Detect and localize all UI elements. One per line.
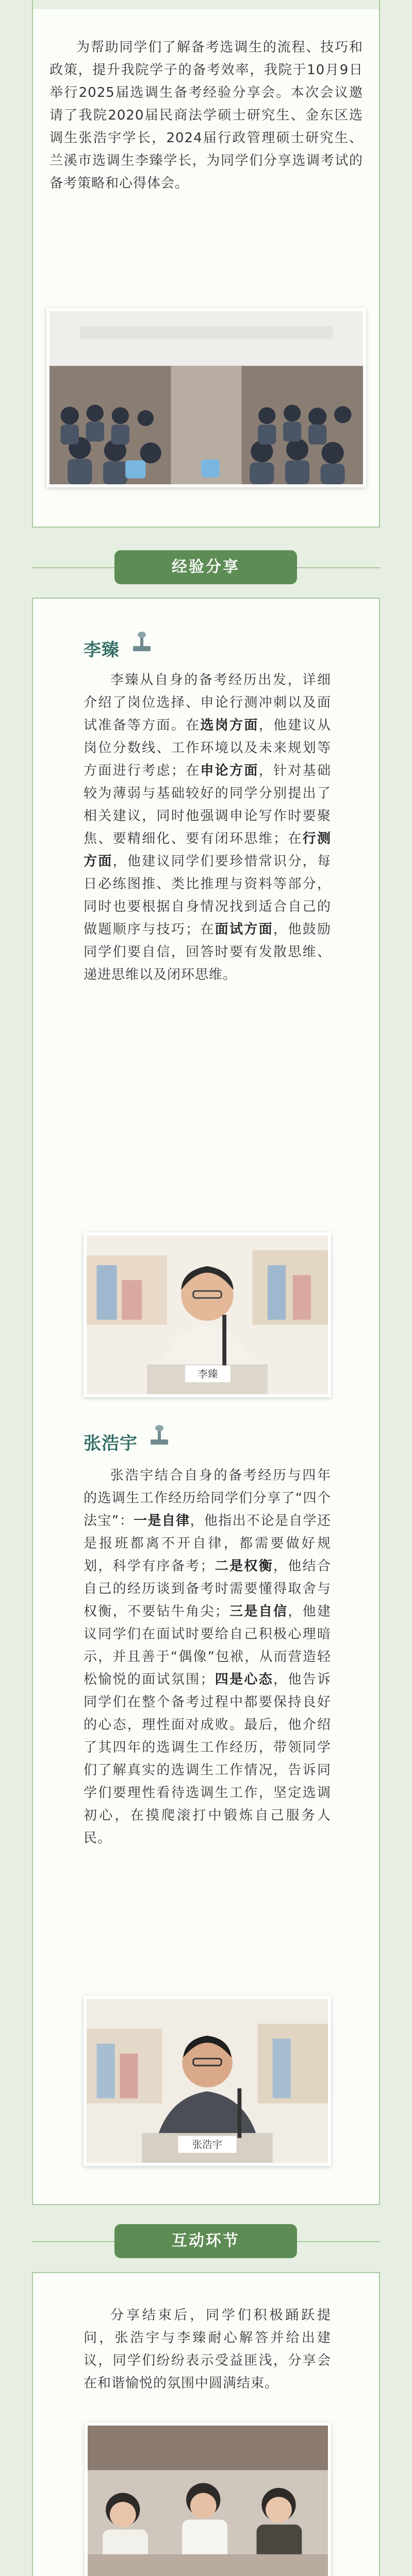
top-divider [32,0,380,9]
zhy-text-2: ，他指出不论是自学还是报班都离不开自律，都需要做好规划，科学有序备考； [84,1513,331,1574]
lizhen-text-3: ，针对基础较为薄弱与基础较好的同学分别提出了相关建议，同时他强调申论写作时要聚焦、要精细化、要有闭环思维；在 [84,763,331,846]
lizhen-bold-4: 面试方面 [215,922,274,937]
lizhen-text-5: ，他鼓励同学们要自信，回答时要有发散思维、递进思维以及闭环思维。 [84,922,331,982]
zhy-text-5: ，他告诉同学们在整个备考过程中都要保持良好的心态，理性面对成败。最后，他介绍了其四年的选调生工作经历，带领同学们了解真实的选调生工作情况，告诉同学们要理性看待选调生工作，坚定选调初心，在摸爬滚打中锻炼自己服务人民。 [84,1672,331,1846]
section-title-interaction: 互动环节 [114,2224,297,2258]
lizhen-text-2: ，他建议从岗位分数线、工作环境以及未来规划等方面进行考虑；在 [84,718,331,778]
zhanghaoyu-nameplate: 张浩宇 [192,2139,223,2151]
zhanghaoyu-paragraph [84,1464,331,1850]
lizhen-text-1: 李臻从自身的备考经历出发，详细介绍了岗位选择、申论行测冲刺以及面试准备等方面。在 [84,672,331,733]
lizhen-nameplate: 李臻 [197,1368,218,1380]
speaker-icon [147,1424,171,1448]
section-title-experience: 经验分享 [114,550,297,584]
speaker-name-zhanghaoyu: 张浩宇 [84,1433,138,1454]
zhy-text-3: ，他结合自己的经历谈到备考时需要懂得取舍与权衡，不要钻牛角尖； [84,1558,331,1619]
lizhen-bold-2: 申论方面 [200,763,259,778]
speaker-icon [130,631,154,654]
interaction-photo-1 [85,2422,331,2576]
zhy-bold-4: 四是心态 [214,1672,274,1687]
interaction-paragraph: 分享结束后，同学们积极踊跃提问，张浩宇与李臻耐心解答并给出建议，同学们纷纷表示受益匪浅，分享会在和谐愉悦的氛围中圆满结束。 [84,2308,331,2391]
lizhen-bold-1: 选岗方面 [200,718,259,733]
lizhen-text-4: ，他建议同学们要珍惜常识分，每日必练图推、类比推理与资料等部分，同时也要根据自身情况找到适合自己的做题顺序与技巧；在 [84,854,331,937]
lizhen-paragraph [84,669,331,986]
intro-paragraph: 为帮助同学们了解备考选调生的流程、技巧和政策，提升我院学子的备考效率，我院于10月9日举行2025届选调生备考经验分享会。本次会议邀请了我院2020届民商法学硕士研究生、金东区选调生张浩宇学长，2024届行政管理硕士研究生、兰溪市选调生李臻学长，为同学们分享选调考试的备考策略和心得体会。 [50,40,363,191]
zhy-bold-2: 二是权衡 [214,1558,274,1574]
meeting-group-photo [46,308,366,487]
intro-panel [32,9,380,528]
zhanghaoyu-photo [84,1996,331,2166]
zhy-bold-1: 一是自律 [134,1513,190,1529]
zhy-text-1: 张浩宇结合自身的备考经历与四年的选调生工作经历给同学们分享了“四个法宝”： [84,1468,331,1529]
zhy-bold-3: 三是自信 [228,1604,288,1619]
zhy-text-4: ，他建议同学们在面试时要给自己积极心理暗示，并且善于“偶像”包袱，从而营造轻松愉悦的面试氛围； [84,1604,331,1687]
lizhen-photo [84,1232,331,1397]
experience-panel [32,598,380,2205]
interaction-panel [32,2272,380,2576]
lizhen-bold-3: 行测方面 [84,831,331,869]
speaker-name-lizhen: 李臻 [84,640,120,660]
